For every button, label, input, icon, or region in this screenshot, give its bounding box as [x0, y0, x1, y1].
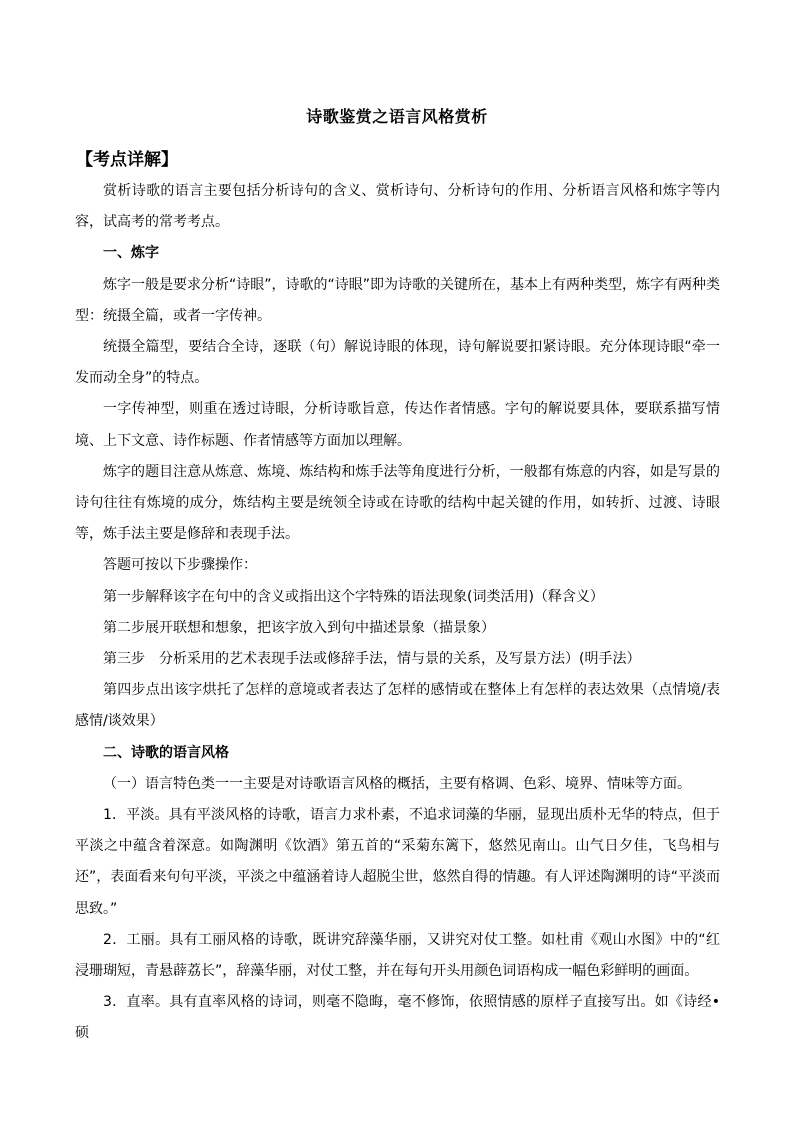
body-paragraph: 赏析诗歌的语言主要包括分析诗句的含义、赏析诗句、分析诗句的作用、分析语言风格和炼字等内容，试高考的常考考点。 [75, 183, 720, 231]
body-paragraph: 第三步 分析采用的艺术表现手法或修辞手法，情与景的关系，及写景方法）(明手法） [103, 651, 641, 668]
body-paragraph: 2．工丽。具有工丽风格的诗歌，既讲究辞藻华丽，又讲究对仗工整。如杜甫《观山水图》中的“红浸珊瑚短，青悬薜荔长”，辞藻华丽，对仗工整，并在每句开头用颜色词语构成一幅色彩鲜明的画面。 [75, 931, 720, 980]
section-subheading: 一、炼字 [103, 245, 159, 262]
body-paragraph: 1．平淡。具有平淡风格的诗歌，语言力求朴素，不追求词藻的华丽，显现出质朴无华的特点，但于平淡之中蕴含着深意。如陶渊明《饮酒》第五首的“采菊东篱下，悠然见南山。山气日夕佳，飞鸟相与还”，表面看来句句平淡，平淡之中蕴涵着诗人超脱尘世，悠然自得的情趣。有人评述陶渊明的诗“平淡而思致。” [75, 807, 720, 917]
document-body [75, 176, 720, 1050]
body-paragraph: 第二步展开联想和想象，把该字放入到句中描述景象（描景象） [103, 619, 495, 636]
body-paragraph: 3．直率。具有直率风格的诗词，则毫不隐晦，毫不修饰，依照情感的原样子直接写出。如《诗经•硕 [75, 994, 720, 1042]
body-paragraph: 第一步解释该字在句中的含义或指出这个字特殊的语法现象(词类活用)（释含义） [103, 588, 604, 605]
section-heading: 【考点详解】 [76, 150, 178, 170]
body-paragraph: 炼字一般是要求分析“诗眼”，诗歌的“诗眼”即为诗歌的关键所在，基本上有两种类型，炼字有两种类型：统摄全篇，或者一字传神。 [75, 276, 721, 324]
body-paragraph: （一）语言特色类一一主要是对诗歌语言风格的概括，主要有格调、色彩、境界、情味等方面。 [103, 775, 691, 792]
body-paragraph: 炼字的题目注意从炼意、炼境、炼结构和炼手法等角度进行分析，一般都有炼意的内容，如是写景的诗句往往有炼境的成分，炼结构主要是统领全诗或在诗歌的结构中起关键的作用，如转折、过渡、诗眼等，炼手法主要是修辞和表现手法。 [75, 463, 720, 543]
body-paragraph: 一字传神型，则重在透过诗眼，分析诗歌旨意，传达作者情感。字句的解说要具体，要联系描写情境、上下文意、诗作标题、作者情感等方面加以理解。 [75, 401, 720, 449]
body-paragraph: 答题可按以下步骤操作： [103, 557, 257, 574]
page-title: 诗歌鉴赏之语言风格赏析 [306, 107, 488, 126]
section-subheading: 二、诗歌的语言风格 [103, 744, 229, 761]
body-paragraph: 第四步点出该字烘托了怎样的意境或者表达了怎样的感情或在整体上有怎样的表达效果（点情境/表感情/谈效果） [75, 682, 720, 730]
body-paragraph: 统摄全篇型，要结合全诗，逐联（句）解说诗眼的体现，诗句解说要扣紧诗眼。充分体现诗眼“牵一发而动全身”的特点。 [75, 339, 720, 387]
